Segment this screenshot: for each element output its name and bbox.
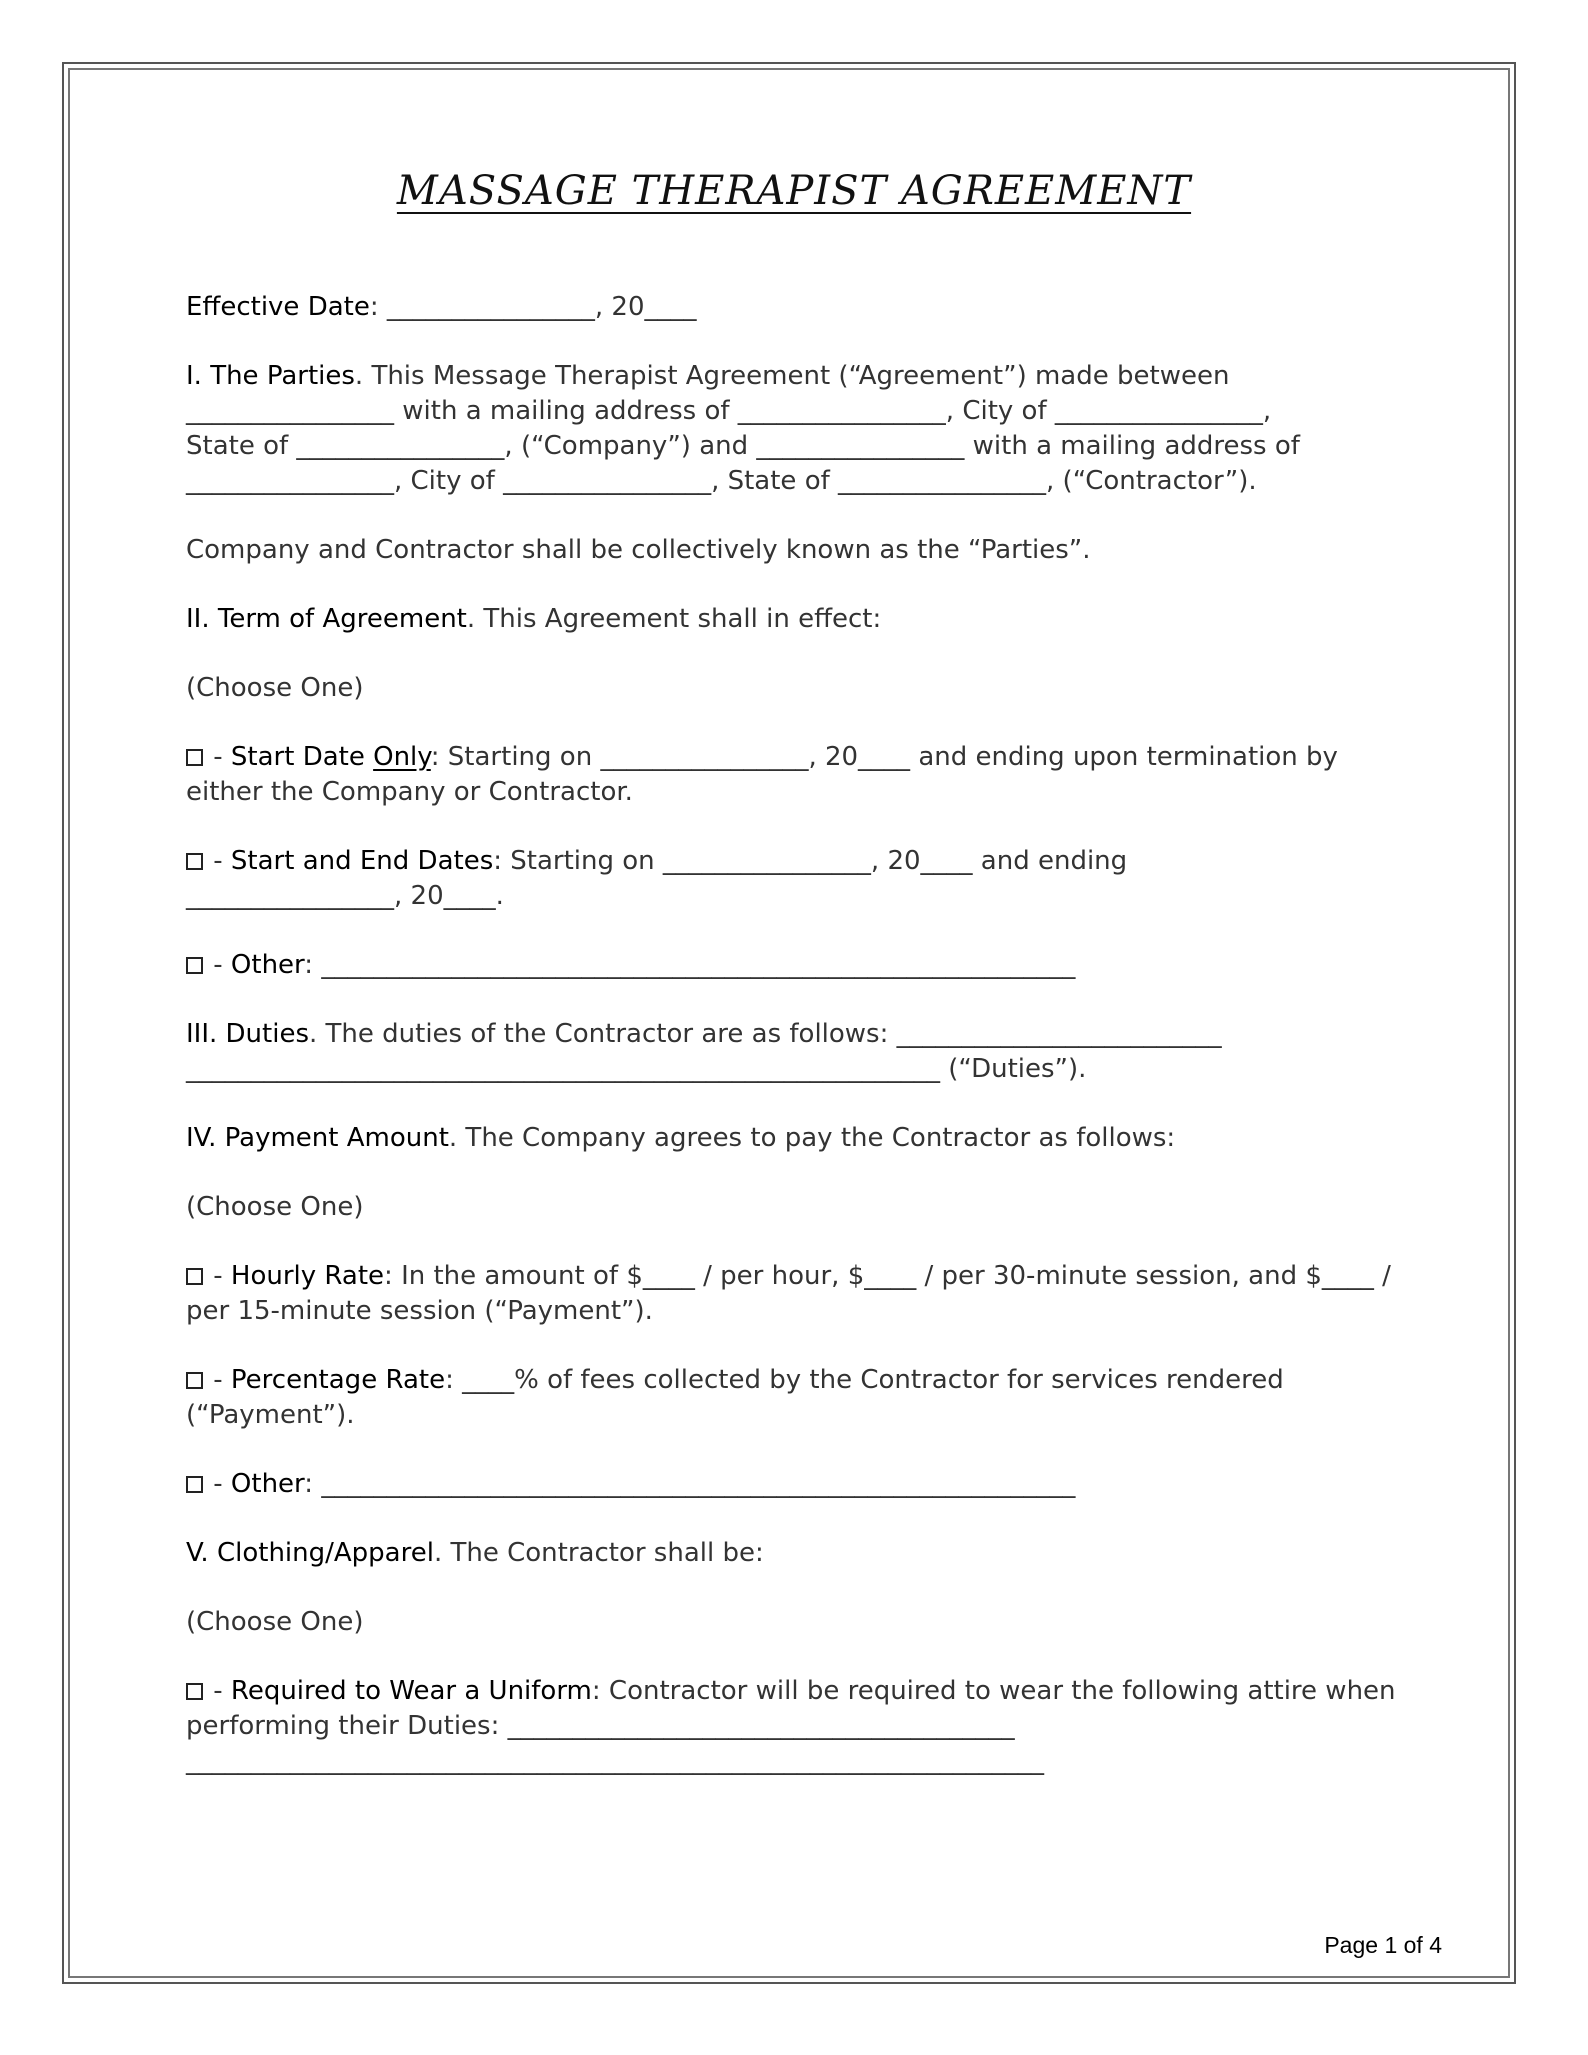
option-label-underlined: Only [373,742,431,772]
term-option-start-date-only [186,740,1426,810]
option-label: Hourly Rate [230,1261,385,1291]
checkbox-payment-other[interactable] [186,1476,203,1493]
page-number: Page 1 of 4 [1324,1932,1442,1958]
option-text[interactable]: : __________________________________________________________ [304,1469,1076,1499]
duties-line-2[interactable]: __________________________________________________________ (“Duties”). [186,1054,1087,1084]
option-label: Percentage Rate [230,1365,446,1395]
checkbox-uniform[interactable] [186,1683,203,1700]
parties-line-2[interactable]: ________________ with a mailing address of ________________, City of ________________, [186,396,1272,426]
checkbox-term-other[interactable] [186,957,203,974]
term-option-other [186,948,1426,983]
option-label: Start and End Dates [230,846,494,876]
clothing-choose-one: (Choose One) [186,1607,364,1637]
clothing-heading-line [186,1536,1426,1571]
option-label: Required to Wear a Uniform [230,1676,592,1706]
option-text: either the Company or Contractor. [186,777,633,807]
duties-line-1[interactable]: . The duties of the Contractor are as follows: _________________________ [309,1019,1222,1049]
parties-line-4[interactable]: ________________, City of ________________, State of ________________, (“Contractor”). [186,466,1257,496]
checkbox-hourly-rate[interactable] [186,1268,203,1285]
effective-date-blank[interactable]: : ________________, 20____ [369,292,697,322]
clothing-option-uniform [186,1674,1426,1779]
term-choose-one: (Choose One) [186,673,364,703]
option-text[interactable]: : ____% of fees collected by the Contractor for services rendered [445,1365,1284,1395]
option-text[interactable]: : Starting on ________________, 20____ and ending [493,846,1128,876]
term-option-start-end-dates [186,844,1426,914]
checkbox-percentage-rate[interactable] [186,1372,203,1389]
payment-intro: . The Company agrees to pay the Contractor as follows: [448,1123,1176,1153]
checkbox-dash: - [205,950,231,980]
payment-choose-one: (Choose One) [186,1192,364,1222]
option-text[interactable]: __________________________________________________________________ [186,1746,1044,1776]
effective-date-label: Effective Date [186,292,370,322]
checkbox-start-end-dates[interactable] [186,853,203,870]
clothing-intro: . The Contractor shall be: [433,1538,764,1568]
payment-heading: IV. Payment Amount [186,1123,449,1153]
option-text: per 15-minute session (“Payment”). [186,1296,653,1326]
option-text[interactable]: performing their Duties: _______________________________________ [186,1711,1015,1741]
checkbox-dash: - [205,846,231,876]
collective-statement: Company and Contractor shall be collectively known as the “Parties”. [186,535,1091,565]
term-heading: II. Term of Agreement [186,604,467,634]
term-intro: . This Agreement shall in effect: [466,604,882,634]
parties-section [186,359,1426,499]
option-label: Start Date [230,742,374,772]
parties-line-1: . This Message Therapist Agreement (“Agreement”) made between [354,361,1230,391]
option-label: Other [230,1469,305,1499]
duties-heading: III. Duties [186,1019,309,1049]
parties-heading: I. The Parties [186,361,355,391]
checkbox-dash: - [205,1676,231,1706]
term-heading-line [186,602,1426,637]
document-title: MASSAGE THERAPIST AGREEMENT [396,168,1192,214]
option-text: : Contractor will be required to wear the following attire when [591,1676,1396,1706]
option-text: (“Payment”). [186,1400,355,1430]
checkbox-dash: - [205,1365,231,1395]
checkbox-dash: - [205,742,231,772]
clothing-heading: V. Clothing/Apparel [186,1538,434,1568]
duties-section [186,1017,1426,1087]
payment-option-hourly [186,1259,1426,1329]
option-text[interactable]: : __________________________________________________________ [304,950,1076,980]
option-label: Other [230,950,305,980]
parties-line-3[interactable]: State of ________________, (“Company”) and ________________ with a mailing address of [186,431,1300,461]
document-body [186,290,1426,1813]
checkbox-dash: - [205,1261,231,1291]
option-text[interactable]: ________________, 20____. [186,881,504,911]
payment-option-percentage [186,1363,1426,1433]
checkbox-dash: - [205,1469,231,1499]
checkbox-start-date-only[interactable] [186,749,203,766]
effective-date-line [186,290,1426,325]
option-text[interactable]: : In the amount of $____ / per hour, $____ / per 30-minute session, and $____ / [384,1261,1391,1291]
option-text[interactable]: : Starting on ________________, 20____ and ending upon termination by [430,742,1338,772]
payment-heading-line [186,1121,1426,1156]
payment-option-other [186,1467,1426,1502]
